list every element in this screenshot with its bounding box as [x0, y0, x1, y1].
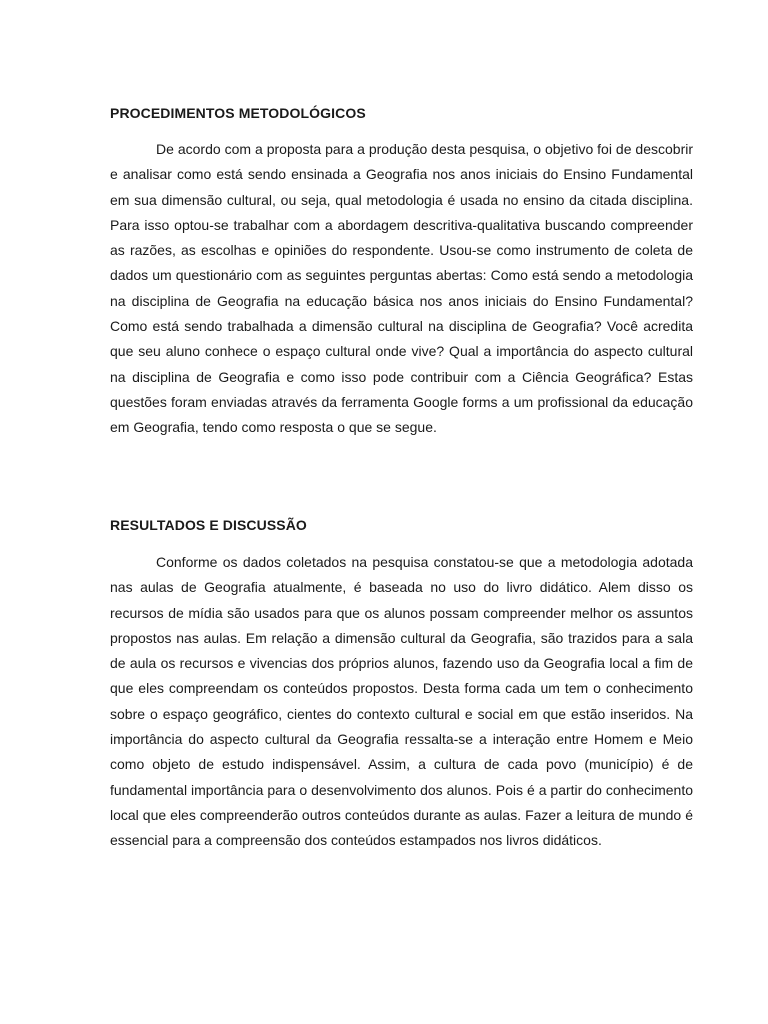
section-paragraph-procedimentos: De acordo com a proposta para a produção desta pesquisa, o objetivo foi de descobrir e analisar como está sendo ensinada a Geografia nos anos iniciais do Ensino Fundamental em sua dimensão cultural, ou seja, qual metodologia é usada no ensino da citada disciplina. Para isso optou-se trabalhar com a abordagem descritiva-qualitativa buscando compreender as razões, as escolhas e opiniões do respondente. Usou-se como instrumento de coleta de dados um questionário com as seguintes perguntas abertas: Como está sendo a metodologia na disciplina de Geografia na educação básica nos anos iniciais do Ensino Fundamental? Como está sendo trabalhada a dimensão cultural na disciplina de Geografia? Você acredita que seu aluno conhece o espaço cultural onde vive? Qual a importância do aspecto cultural na disciplina de Geografia e como isso pode contribuir com a Ciência Geográfica? Estas questões foram enviadas através da ferramenta Google forms a um profissional da educação em Geografia, tendo como resposta o que se segue.: [110, 141, 693, 436]
section-paragraph-resultados: Conforme os dados coletados na pesquisa constatou-se que a metodologia adotada nas aulas de Geografia atualmente, é baseada no uso do livro didático. Alem disso os recursos de mídia são usados para que os alunos possam compreender melhor os assuntos propostos nas aulas. Em relação a dimensão cultural da Geografia, são trazidos para a sala de aula os recursos e vivencias dos próprios alunos, fazendo uso da Geografia local a fim de que eles compreendam os conteúdos propostos. Desta forma cada um tem o conhecimento sobre o espaço geográfico, cientes do contexto cultural e social em que estão inseridos. Na importância do aspecto cultural da Geografia ressalta-se a interação entre Homem e Meio como objeto de estudo indispensável. Assim, a cultura de cada povo (município) é de fundamental importância para o desenvolvimento dos alunos. Pois é a partir do conhecimento local que eles compreenderão outros conteúdos durante as aulas. Fazer a leitura de mundo é essencial para a compreensão dos conteúdos estampados nos livros didáticos.: [110, 554, 693, 849]
section-heading-procedimentos: PROCEDIMENTOS METODOLÓGICOS: [110, 105, 366, 121]
section-heading-resultados: RESULTADOS E DISCUSSÃO: [110, 517, 307, 533]
